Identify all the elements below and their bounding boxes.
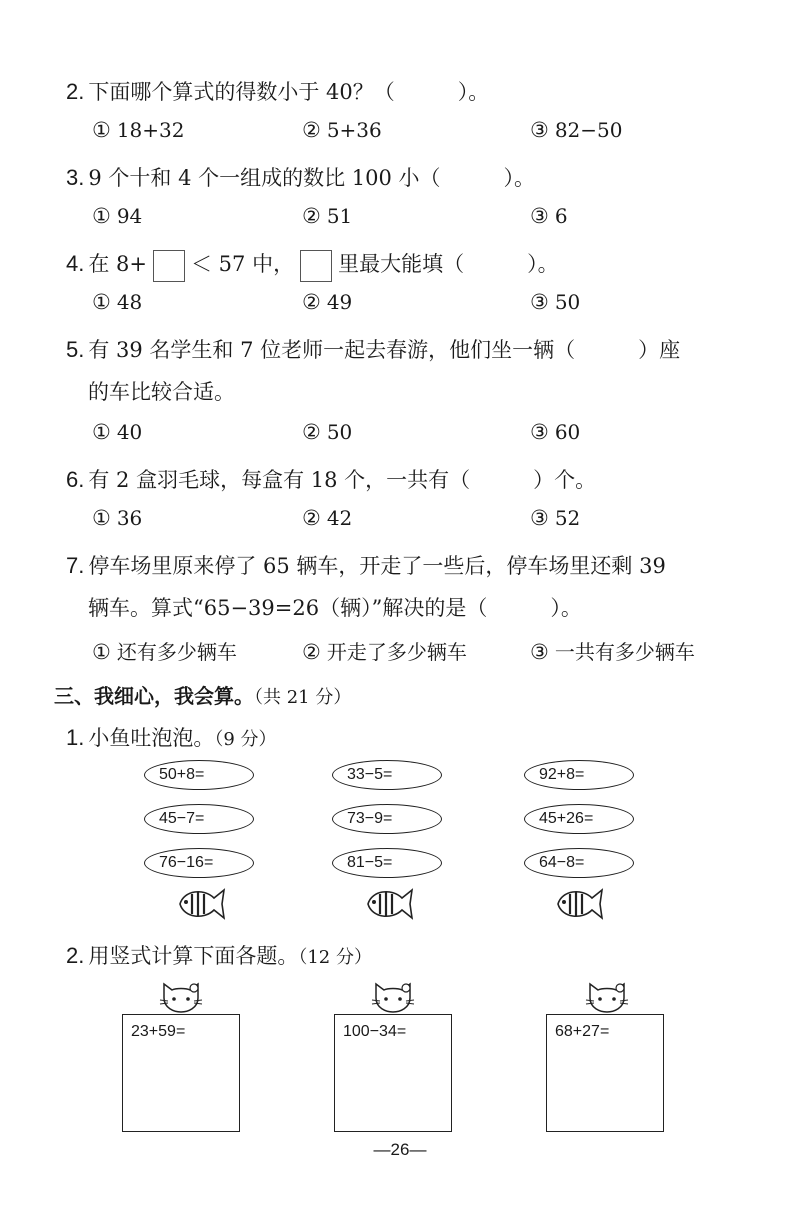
bubble-equation[interactable]: 92+8= (524, 760, 634, 790)
bubble-equation[interactable]: 81−5= (332, 848, 442, 878)
bubble-equation[interactable]: 45+26= (524, 804, 634, 834)
q6-option-1[interactable]: ① 36 (92, 506, 143, 530)
bubble-equation[interactable]: 73−9= (332, 804, 442, 834)
q2-option-3[interactable]: ③ 82−50 (530, 118, 623, 142)
q5-option-2[interactable]: ② 50 (302, 420, 353, 444)
question-7: 7. 停车场里原来停了 65 辆车，开走了一些后，停车场里还剩 39 (66, 553, 666, 578)
calc-problem: 100−34= (343, 1023, 407, 1040)
q6-option-3[interactable]: ③ 52 (530, 506, 581, 530)
q3-option-1[interactable]: ① 94 (92, 204, 143, 228)
blank-box[interactable] (153, 250, 185, 282)
vertical-calc-box[interactable] (334, 1014, 452, 1132)
calc-problem: 23+59= (131, 1023, 186, 1040)
q3-option-3[interactable]: ③ 6 (530, 204, 568, 228)
bubble-equation[interactable]: 33−5= (332, 760, 442, 790)
kitty-icon (584, 978, 630, 1018)
q5-option-3[interactable]: ③ 60 (530, 420, 581, 444)
kitty-icon (158, 978, 204, 1018)
question-6: 6. 有 2 盒羽毛球，每盒有 18 个，一共有（ ）个。 (66, 467, 597, 492)
bubble-equation[interactable]: 64−8= (524, 848, 634, 878)
blank-box-ref (300, 250, 332, 282)
question-5: 5. 有 39 名学生和 7 位老师一起去春游，他们坐一辆（ ）座 (66, 337, 681, 362)
section-3-heading: 三、我细心，我会算。（共 21 分） (54, 684, 352, 708)
bubble-equation[interactable]: 76−16= (144, 848, 254, 878)
question-2: 2. 下面哪个算式的得数小于 40？（ ）。 (66, 79, 490, 104)
question-7-line2: 辆车。算式“65−39=26（辆）”解决的是（ ）。 (88, 596, 582, 620)
bubble-equation[interactable]: 45−7= (144, 804, 254, 834)
q6-option-2[interactable]: ② 42 (302, 506, 353, 530)
q4-option-2[interactable]: ② 49 (302, 290, 353, 314)
kitty-icon (370, 978, 416, 1018)
q4-option-3[interactable]: ③ 50 (530, 290, 581, 314)
q3-option-2[interactable]: ② 51 (302, 204, 353, 228)
q7-option-1[interactable]: ① 还有多少辆车 (92, 640, 237, 664)
q5-option-1[interactable]: ① 40 (92, 420, 143, 444)
calc-problem: 68+27= (555, 1023, 610, 1040)
fish-icon (362, 884, 414, 924)
question-5-line2: 的车比较合适。 (88, 380, 235, 404)
q7-option-2[interactable]: ② 开走了多少辆车 (302, 640, 467, 664)
question-4: 4. 在 8+ ＜ 57 中， 里最大能填（ ）。 (66, 248, 559, 282)
q7-option-3[interactable]: ③ 一共有多少辆车 (530, 640, 695, 664)
page-number: —26— (373, 1140, 427, 1159)
part-2-heading: 2. 用竖式计算下面各题。（12 分） (66, 943, 372, 968)
fish-icon (174, 884, 226, 924)
q4-option-1[interactable]: ① 48 (92, 290, 143, 314)
q2-option-1[interactable]: ① 18+32 (92, 118, 185, 142)
fish-icon (552, 884, 604, 924)
question-3: 3. 9 个十和 4 个一组成的数比 100 小（ ）。 (66, 165, 536, 190)
q2-option-2[interactable]: ② 5+36 (302, 118, 382, 142)
vertical-calc-box[interactable] (122, 1014, 240, 1132)
vertical-calc-box[interactable] (546, 1014, 664, 1132)
part-1-heading: 1. 小鱼吐泡泡。（9 分） (66, 725, 277, 750)
bubble-equation[interactable]: 50+8= (144, 760, 254, 790)
